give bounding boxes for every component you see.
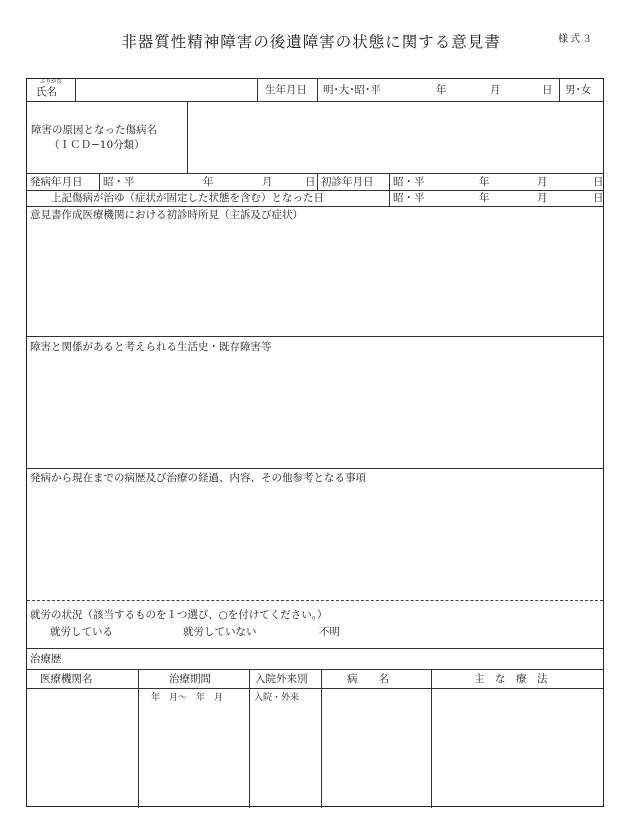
first-visit-day-unit: 日 [593, 176, 604, 188]
cure-day-unit: 日 [593, 192, 604, 204]
col-divider [317, 173, 318, 190]
col-divider [249, 669, 250, 808]
row-divider [27, 173, 603, 174]
col-header-in-out: 入院外来別 [255, 673, 308, 685]
institution-cell[interactable] [29, 690, 136, 806]
first-visit-month-unit: 月 [537, 176, 548, 188]
col-header-period: 治療期間 [169, 673, 211, 685]
cure-date-label: 上記傷病が治ゆ（症状が固定した状態を含む）となった日 [51, 192, 324, 204]
row-divider [27, 648, 603, 649]
row-divider [27, 688, 603, 689]
life-history-field[interactable] [29, 356, 601, 466]
name-label: 氏名 [36, 86, 57, 98]
row-divider [27, 101, 603, 102]
col-divider [431, 669, 432, 808]
col-divider [99, 173, 100, 190]
initial-findings-label: 意見書作成医療機関における初診時所見（主訴及び症状） [30, 209, 303, 221]
first-visit-label: 初診年月日 [321, 176, 374, 188]
col-header-disease: 病 名 [347, 673, 389, 685]
sex-options[interactable]: 男･女 [565, 84, 592, 96]
col-divider [317, 79, 318, 101]
row-divider [27, 336, 603, 337]
employment-question: 就労の状況（該当するものを１つ選び、○を付けてください。） [30, 609, 328, 621]
year-unit: 年 [436, 84, 447, 96]
onset-era-options[interactable]: 昭・平 [103, 176, 135, 188]
month-unit: 月 [490, 84, 501, 96]
diagnosis-label: 障害の原因となった傷病名 [31, 124, 157, 136]
treatment-course-label: 発病から現在までの病歴及び治療の経過、内容、その他参考となる事項 [30, 472, 366, 484]
dob-label: 生年月日 [265, 84, 307, 96]
employment-option-working[interactable]: 就労している [50, 626, 113, 638]
period-template: 年 月〜 年 月 [151, 693, 224, 703]
onset-day-unit: 日 [305, 176, 316, 188]
row-divider-dashed [27, 600, 603, 601]
opinion-form [26, 78, 604, 807]
col-divider [257, 79, 258, 101]
form-title: 非器質性精神障害の後遺障害の状態に関する意見書 [121, 33, 501, 51]
life-history-label: 障害と関係があると考えられる生活史・既存障害等 [30, 341, 272, 353]
name-field[interactable] [77, 81, 255, 99]
col-divider [187, 101, 188, 173]
treatment-course-field[interactable] [29, 487, 601, 597]
employment-option-unknown[interactable]: 不明 [319, 626, 340, 638]
row-divider [27, 468, 603, 469]
onset-year-unit: 年 [203, 176, 214, 188]
col-header-therapy: 主 な 療 法 [474, 673, 548, 685]
onset-date-label: 発病年月日 [30, 176, 83, 188]
day-unit: 日 [542, 84, 553, 96]
era-options[interactable]: 明･大･昭･平 [323, 84, 381, 96]
therapy-cell[interactable] [433, 690, 603, 806]
form-number: 様式３ [558, 34, 594, 45]
icd-label: （ＩＣＤ−10分類） [49, 139, 145, 151]
initial-findings-field[interactable] [29, 224, 601, 334]
treatment-history-heading: 治療歴 [30, 653, 62, 665]
furigana-label: ふりがな [40, 79, 63, 85]
period-cell[interactable] [140, 705, 247, 806]
row-divider [27, 669, 603, 670]
first-visit-year-unit: 年 [479, 176, 490, 188]
col-divider [389, 173, 390, 206]
col-divider [75, 79, 76, 101]
diagnosis-field[interactable] [189, 103, 603, 171]
in-out-options[interactable]: 入院・外来 [254, 693, 300, 703]
col-divider [559, 79, 560, 101]
employment-option-not-working[interactable]: 就労していない [183, 626, 257, 638]
cure-year-unit: 年 [479, 192, 490, 204]
first-visit-era-options[interactable]: 昭・平 [393, 176, 425, 188]
onset-month-unit: 月 [262, 176, 273, 188]
col-divider [321, 669, 322, 808]
row-divider [27, 206, 603, 207]
cure-era-options[interactable]: 昭・平 [393, 192, 425, 204]
col-header-institution: 医療機関名 [40, 673, 93, 685]
cure-month-unit: 月 [537, 192, 548, 204]
col-divider [138, 669, 139, 808]
disease-cell[interactable] [323, 690, 429, 806]
